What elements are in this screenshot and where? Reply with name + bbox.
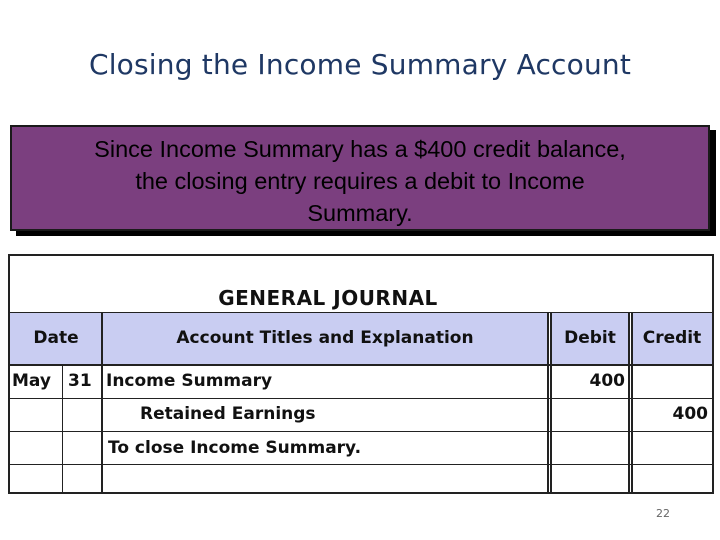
grid-line xyxy=(10,431,712,432)
journal-title: GENERAL JOURNAL xyxy=(218,286,438,310)
table-row-2-account: Retained Earnings xyxy=(140,404,316,424)
grid-line xyxy=(62,366,63,494)
header-date: Date xyxy=(10,312,102,364)
header-credit: Credit xyxy=(632,312,712,364)
general-journal xyxy=(8,254,714,494)
slide-title: Closing the Income Summary Account xyxy=(88,48,632,81)
table-row-1-account: Income Summary xyxy=(106,371,273,391)
page-number: 22 xyxy=(656,507,670,520)
journal-grid xyxy=(10,312,712,494)
grid-line xyxy=(628,312,630,494)
callout-line-1: Since Income Summary has a $400 credit balance, xyxy=(94,136,626,162)
grid-line xyxy=(101,312,103,494)
table-row-2-credit: 400 xyxy=(672,404,708,424)
table-row-3-account: To close Income Summary. xyxy=(108,438,362,458)
callout-line-3: Summary. xyxy=(307,200,413,226)
grid-line xyxy=(10,312,712,313)
table-row-1-debit: 400 xyxy=(589,371,625,391)
header-debit: Debit xyxy=(551,312,629,364)
callout-box xyxy=(10,125,710,231)
grid-line xyxy=(10,464,712,465)
grid-line xyxy=(550,312,552,494)
header-account: Account Titles and Explanation xyxy=(102,312,548,364)
grid-line xyxy=(547,312,549,494)
grid-line xyxy=(10,364,712,366)
callout-line-2: the closing entry requires a debit to Income xyxy=(135,168,585,194)
table-row-1-month: May xyxy=(12,371,51,391)
grid-line xyxy=(10,398,712,399)
table-row-1-day: 31 xyxy=(68,371,92,391)
grid-line xyxy=(631,312,633,494)
